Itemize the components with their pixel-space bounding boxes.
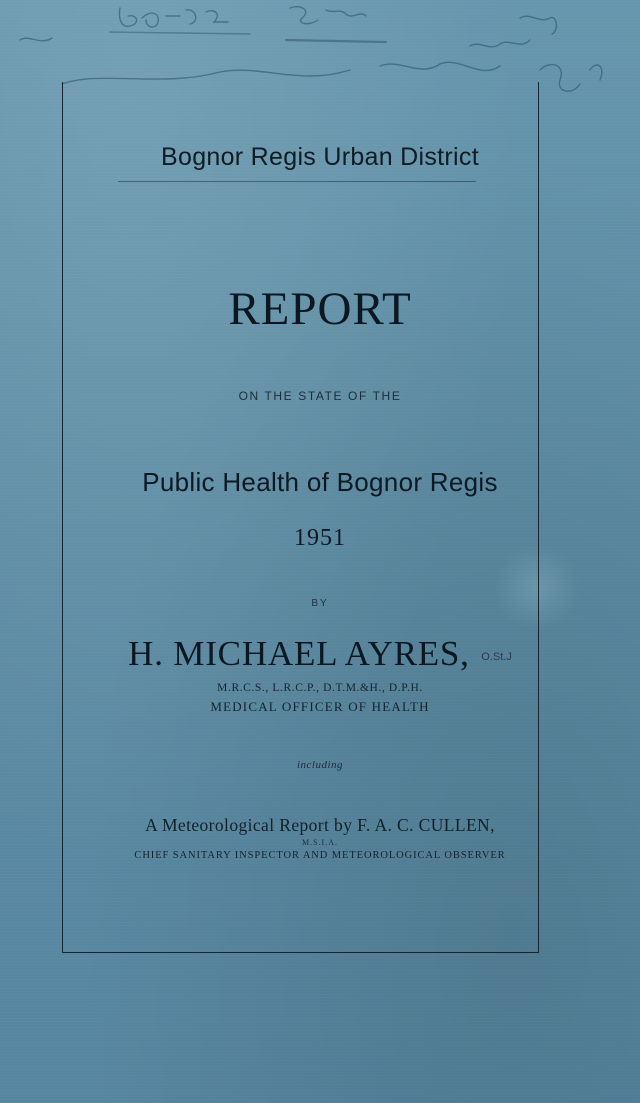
author-handwritten-note: O.St.J [481, 650, 512, 663]
author-name: H. MICHAEL AYRES, [128, 634, 470, 673]
report-heading: REPORT [228, 283, 412, 335]
including-label: including [296, 759, 344, 771]
author-qualifications: M.R.C.S., L.R.C.P., D.T.M.&H., D.P.H. [217, 682, 423, 694]
by-label: BY [311, 598, 329, 609]
meteorological-report-line: A Meteorological Report by F. A. C. CULLEN, [145, 815, 495, 835]
meteorologist-role: CHIEF SANITARY INSPECTOR AND METEOROLOGICAL OBSERVER [134, 850, 506, 861]
district-title: Bognor Regis Urban District [161, 143, 479, 171]
author-role: MEDICAL OFFICER OF HEALTH [210, 699, 430, 714]
meteorologist-qualification: M.S.I.A. [301, 838, 338, 847]
report-year: 1951 [294, 525, 346, 551]
on-state-of-label: ON THE STATE OF THE [238, 389, 402, 403]
title-underline [118, 181, 476, 182]
author-name-line [0, 634, 640, 674]
report-subject: Public Health of Bognor Regis [142, 467, 498, 497]
